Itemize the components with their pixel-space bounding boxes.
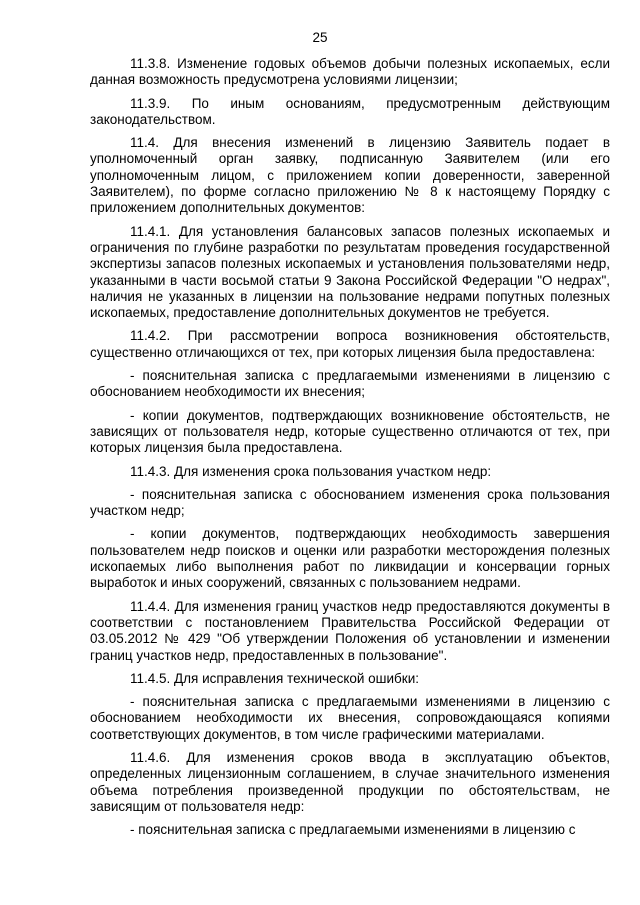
- list-item-completion-copies: - копии документов, подтверждающих необходимость завершения пользователем недр поисков и оценки или разработки месторождения полезных ископаемых либо выполнения работ по ликвидации и консервации горных выработок и иных сооружений, связанных с пользованием недрами.: [90, 526, 610, 591]
- page-number: 25: [312, 30, 328, 45]
- paragraph-11-4: 11.4. Для внесения изменений в лицензию Заявитель подает в уполномоченный орган заявку, подписанную Заявителем (или его уполномоченным лицом, с приложением копии доверенности, заверенной Заявителем), по форме согласно приложению № 8 к настоящему Порядку с приложением дополнительных документов:: [90, 135, 610, 216]
- paragraph-11-3-8: 11.3.8. Изменение годовых объемов добычи полезных ископаемых, если данная возможность предусмотрена условиями лицензии;: [90, 56, 610, 88]
- paragraph-11-4-6: 11.4.6. Для изменения сроков ввода в эксплуатацию объектов, определенных лицензионным соглашением, в случае значительного изменения объема потребления произведенной продукции по обстоятельствам, не зависящим от пользователя недр:: [90, 749, 610, 814]
- list-item-document-copies: - копии документов, подтверждающих возникновение обстоятельств, не зависящих от пользователя недр, которые существенно отличаются от тех, при которых лицензия была предоставлена.: [90, 407, 610, 456]
- paragraph-11-4-4: 11.4.4. Для изменения границ участков недр предоставляются документы в соответствии с постановлением Правительства Российской Федерации от 03.05.2012 № 429 "Об утверждении Положения об установлении и изменении границ участков недр, предоставленных в пользование".: [90, 598, 610, 663]
- paragraph-11-4-5: 11.4.5. Для исправления технической ошибки:: [130, 670, 419, 686]
- list-item-error-note: - пояснительная записка с предлагаемыми изменениями в лицензию с обоснованием необходимости их внесения, сопровождающаяся копиями соответствующих документов, в том числе графическими материалами.: [90, 694, 610, 742]
- list-item-term-note: - пояснительная записка с обоснованием изменения срока пользования участком недр;: [90, 486, 610, 519]
- document-body: [90, 56, 610, 845]
- paragraph-11-4-2: 11.4.2. При рассмотрении вопроса возникновения обстоятельств, существенно отличающихся от тех, при которых лицензия была предоставлена:: [90, 328, 610, 360]
- paragraph-11-4-1: 11.4.1. Для установления балансовых запасов полезных ископаемых и ограничения по глубине разработки по результатам проведения государственной экспертизы запасов полезных ископаемых и установления пользователями недр, указанными в части восьмой статьи 9 Закона Российской Федерации "О недрах", наличия не указанных в лицензии на пользование недрами попутных полезных ископаемых, предоставление дополнительных документов не требуется.: [90, 223, 610, 321]
- paragraph-11-3-9: 11.3.9. По иным основаниям, предусмотренным действующим законодательством.: [90, 95, 610, 127]
- paragraph-11-4-3: 11.4.3. Для изменения срока пользования участком недр:: [130, 463, 492, 479]
- list-item-explanatory-note: - пояснительная записка с предлагаемыми изменениями в лицензию с обоснованием необходимости их внесения;: [90, 368, 610, 400]
- list-item-deadline-note: - пояснительная записка с предлагаемыми изменениями в лицензию с: [130, 822, 576, 838]
